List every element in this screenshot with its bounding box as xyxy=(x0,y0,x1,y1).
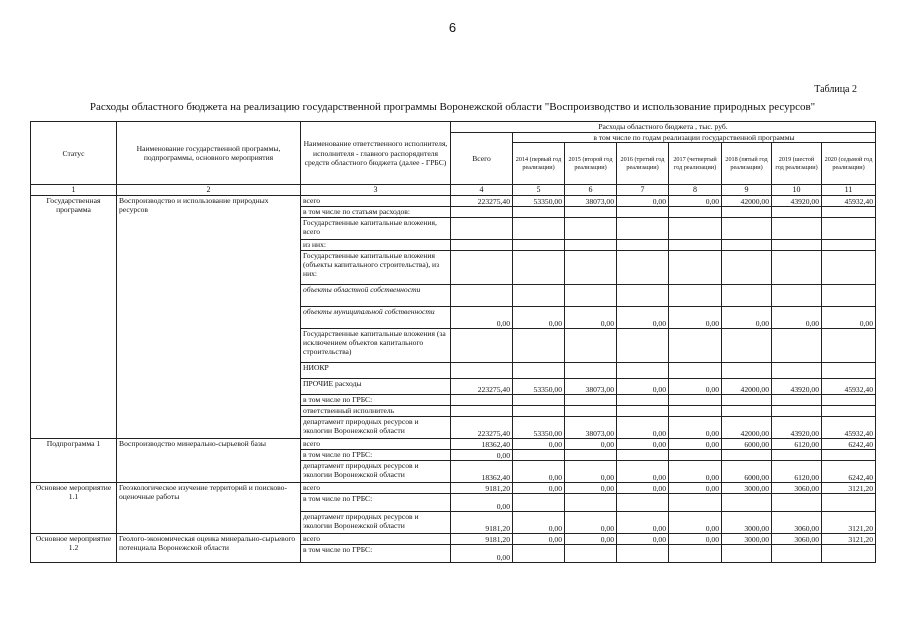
column-number-row xyxy=(31,185,876,196)
cell-year-value xyxy=(722,251,772,285)
cell-year-value: 6000,00 xyxy=(722,461,772,483)
cell-year-value xyxy=(822,251,876,285)
column-number: 6 xyxy=(565,185,617,196)
cell-year-value xyxy=(565,251,617,285)
cell-year-value: 0,00 xyxy=(617,417,669,439)
cell-total xyxy=(451,395,513,406)
cell-year-value xyxy=(772,450,822,461)
header-year-2020: 2020 (седьмой год реализации) xyxy=(822,143,876,185)
cell-year-value xyxy=(617,240,669,251)
cell-year-value xyxy=(669,207,722,218)
cell-total xyxy=(451,363,513,379)
cell-year-value: 0,00 xyxy=(565,534,617,545)
header-by-years: в том числе по годам реализации государственной программы xyxy=(513,133,876,143)
cell-year-value: 3060,00 xyxy=(772,534,822,545)
header-year-2017: 2017 (четвертый год реализации) xyxy=(669,143,722,185)
cell-year-value: 0,00 xyxy=(669,196,722,207)
cell-year-value xyxy=(513,329,565,363)
cell-year-value: 0,00 xyxy=(669,307,722,329)
cell-year-value xyxy=(513,395,565,406)
cell-year-value xyxy=(822,240,876,251)
document-title: Расходы областного бюджета на реализацию государственной программы Воронежской области "Воспроизводство и использование природных ресурсов" xyxy=(89,101,816,113)
cell-year-value xyxy=(513,406,565,417)
cell-year-value: 0,00 xyxy=(617,439,669,450)
row-status: Государственная программа xyxy=(31,196,117,439)
cell-year-value xyxy=(565,218,617,240)
cell-year-value: 45932,40 xyxy=(822,196,876,207)
cell-year-value: 0,00 xyxy=(669,483,722,494)
cell-year-value: 0,00 xyxy=(669,439,722,450)
cell-year-value: 3121,20 xyxy=(822,483,876,494)
row-label: Государственные капитальные вложения, всего xyxy=(301,218,451,240)
table-body xyxy=(31,196,876,563)
cell-year-value xyxy=(772,545,822,563)
cell-total xyxy=(451,240,513,251)
cell-year-value xyxy=(513,494,565,512)
page-number: 6 xyxy=(448,20,457,35)
header-year-2014: 2014 (первый год реализации) xyxy=(513,143,565,185)
row-label: департамент природных ресурсов и экологии Воронежской области xyxy=(301,417,451,439)
cell-year-value xyxy=(772,251,822,285)
cell-year-value xyxy=(722,363,772,379)
cell-year-value xyxy=(513,363,565,379)
cell-year-value xyxy=(513,545,565,563)
cell-year-value xyxy=(565,450,617,461)
cell-year-value xyxy=(772,329,822,363)
row-name: Геоэкологическое изучение территорий и поисково-оценочные работы xyxy=(117,483,301,534)
row-label: из них: xyxy=(301,240,451,251)
cell-year-value: 0,00 xyxy=(669,379,722,395)
cell-year-value: 0,00 xyxy=(513,534,565,545)
cell-year-value xyxy=(772,363,822,379)
table-row xyxy=(31,534,876,545)
cell-year-value xyxy=(617,329,669,363)
cell-year-value xyxy=(722,395,772,406)
cell-year-value xyxy=(722,218,772,240)
cell-total: 9181,20 xyxy=(451,512,513,534)
cell-year-value xyxy=(669,363,722,379)
row-name: Геолого-экономическая оценка минерально-сырьевого потенциала Воронежской области xyxy=(117,534,301,563)
cell-year-value xyxy=(669,251,722,285)
column-number: 1 xyxy=(31,185,117,196)
table-row xyxy=(31,439,876,450)
cell-year-value xyxy=(722,285,772,307)
cell-year-value xyxy=(513,240,565,251)
cell-year-value: 0,00 xyxy=(617,379,669,395)
cell-year-value: 0,00 xyxy=(822,307,876,329)
cell-total: 223275,40 xyxy=(451,379,513,395)
cell-year-value: 0,00 xyxy=(565,307,617,329)
cell-total xyxy=(451,207,513,218)
cell-year-value xyxy=(822,329,876,363)
cell-year-value: 0,00 xyxy=(617,512,669,534)
cell-year-value: 0,00 xyxy=(565,461,617,483)
table-row xyxy=(31,196,876,207)
cell-year-value xyxy=(772,285,822,307)
cell-total: 0,00 xyxy=(451,450,513,461)
header-total: Всего xyxy=(451,133,513,185)
row-label: объекты муниципальной собственности xyxy=(301,307,451,329)
cell-year-value xyxy=(513,207,565,218)
header-executor: Наименование ответственного исполнителя, исполнителя - главного распорядителя средств областного бюджета (далее - ГРБС) xyxy=(301,122,451,185)
cell-year-value xyxy=(565,395,617,406)
cell-year-value xyxy=(822,450,876,461)
cell-year-value: 6120,00 xyxy=(772,439,822,450)
cell-year-value xyxy=(669,545,722,563)
row-label: всего xyxy=(301,439,451,450)
cell-year-value: 0,00 xyxy=(669,417,722,439)
column-number: 8 xyxy=(669,185,722,196)
cell-year-value xyxy=(669,494,722,512)
cell-total xyxy=(451,218,513,240)
cell-year-value xyxy=(722,450,772,461)
row-label: Государственные капитальные вложения (за исключением объектов капитального строительства) xyxy=(301,329,451,363)
column-number: 11 xyxy=(822,185,876,196)
cell-year-value: 0,00 xyxy=(513,461,565,483)
row-label: в том числе по статьям расходов: xyxy=(301,207,451,218)
column-number: 7 xyxy=(617,185,669,196)
cell-total xyxy=(451,406,513,417)
row-label: НИОКР xyxy=(301,363,451,379)
cell-year-value: 43920,00 xyxy=(772,417,822,439)
cell-year-value: 6000,00 xyxy=(722,439,772,450)
cell-year-value: 0,00 xyxy=(565,483,617,494)
cell-year-value xyxy=(722,406,772,417)
row-label: всего xyxy=(301,483,451,494)
cell-year-value: 3060,00 xyxy=(772,483,822,494)
cell-total: 223275,40 xyxy=(451,417,513,439)
cell-year-value xyxy=(722,494,772,512)
cell-year-value xyxy=(822,494,876,512)
cell-year-value: 53350,00 xyxy=(513,196,565,207)
cell-year-value: 3060,00 xyxy=(772,512,822,534)
column-number: 9 xyxy=(722,185,772,196)
cell-year-value: 3121,20 xyxy=(822,512,876,534)
row-name: Воспроизводство и использование природных ресурсов xyxy=(117,196,301,439)
cell-year-value: 53350,00 xyxy=(513,379,565,395)
cell-total: 223275,40 xyxy=(451,196,513,207)
cell-year-value xyxy=(822,406,876,417)
cell-year-value: 0,00 xyxy=(772,307,822,329)
cell-total: 0,00 xyxy=(451,307,513,329)
cell-year-value: 0,00 xyxy=(617,196,669,207)
cell-year-value: 45932,40 xyxy=(822,379,876,395)
cell-year-value xyxy=(513,450,565,461)
cell-year-value xyxy=(669,285,722,307)
cell-year-value: 42000,00 xyxy=(722,379,772,395)
column-number: 2 xyxy=(117,185,301,196)
cell-year-value xyxy=(669,406,722,417)
cell-year-value: 3121,20 xyxy=(822,534,876,545)
cell-year-value: 0,00 xyxy=(669,534,722,545)
row-label: ответственный исполнитель xyxy=(301,406,451,417)
row-label: в том числе по ГРБС: xyxy=(301,545,451,563)
cell-total: 0,00 xyxy=(451,494,513,512)
cell-year-value: 0,00 xyxy=(617,307,669,329)
cell-total: 0,00 xyxy=(451,545,513,563)
cell-year-value: 3000,00 xyxy=(722,483,772,494)
cell-year-value xyxy=(822,545,876,563)
cell-year-value xyxy=(822,395,876,406)
cell-year-value: 43920,00 xyxy=(772,379,822,395)
cell-year-value: 42000,00 xyxy=(722,196,772,207)
cell-year-value: 45932,40 xyxy=(822,417,876,439)
cell-year-value xyxy=(565,494,617,512)
cell-year-value: 43920,00 xyxy=(772,196,822,207)
row-label: всего xyxy=(301,196,451,207)
cell-year-value xyxy=(822,363,876,379)
table-row xyxy=(31,483,876,494)
cell-year-value xyxy=(513,251,565,285)
header-year-2018: 2018 (пятый год реализации) xyxy=(722,143,772,185)
table-header xyxy=(31,122,876,196)
header-year-2015: 2015 (второй год реализации) xyxy=(565,143,617,185)
cell-year-value xyxy=(772,240,822,251)
cell-year-value xyxy=(772,207,822,218)
row-label: департамент природных ресурсов и экологии Воронежской области xyxy=(301,512,451,534)
cell-year-value: 0,00 xyxy=(513,307,565,329)
row-status: Основное мероприятие 1.1 xyxy=(31,483,117,534)
cell-year-value: 0,00 xyxy=(669,461,722,483)
row-label: всего xyxy=(301,534,451,545)
cell-year-value: 42000,00 xyxy=(722,417,772,439)
row-label: ПРОЧИЕ расходы xyxy=(301,379,451,395)
cell-year-value xyxy=(669,240,722,251)
cell-year-value xyxy=(565,406,617,417)
cell-year-value: 0,00 xyxy=(565,439,617,450)
column-number: 3 xyxy=(301,185,451,196)
cell-year-value: 0,00 xyxy=(513,439,565,450)
cell-total xyxy=(451,285,513,307)
row-label: в том числе по ГРБС: xyxy=(301,395,451,406)
cell-year-value: 0,00 xyxy=(513,512,565,534)
cell-year-value xyxy=(617,545,669,563)
column-number: 5 xyxy=(513,185,565,196)
cell-year-value xyxy=(565,545,617,563)
cell-year-value xyxy=(722,240,772,251)
cell-year-value: 3000,00 xyxy=(722,534,772,545)
cell-year-value: 6120,00 xyxy=(772,461,822,483)
cell-year-value xyxy=(565,240,617,251)
cell-year-value: 0,00 xyxy=(722,307,772,329)
cell-year-value xyxy=(565,329,617,363)
cell-total: 18362,40 xyxy=(451,439,513,450)
cell-year-value xyxy=(669,218,722,240)
cell-total xyxy=(451,251,513,285)
cell-total: 18362,40 xyxy=(451,461,513,483)
header-year-2016: 2016 (третий год реализации) xyxy=(617,143,669,185)
header-expenses-group: Расходы областного бюджета , тыс. руб. xyxy=(451,122,876,133)
cell-year-value xyxy=(565,363,617,379)
cell-year-value xyxy=(772,494,822,512)
cell-year-value: 0,00 xyxy=(617,483,669,494)
cell-year-value xyxy=(669,395,722,406)
cell-year-value xyxy=(822,285,876,307)
cell-year-value xyxy=(617,395,669,406)
row-status: Основное мероприятие 1.2 xyxy=(31,534,117,563)
cell-year-value xyxy=(669,329,722,363)
header-status: Статус xyxy=(31,122,117,185)
cell-year-value xyxy=(772,218,822,240)
cell-year-value xyxy=(617,406,669,417)
cell-year-value: 0,00 xyxy=(669,512,722,534)
cell-year-value xyxy=(722,207,772,218)
cell-year-value xyxy=(669,450,722,461)
cell-year-value: 3000,00 xyxy=(722,512,772,534)
row-label: департамент природных ресурсов и экологии Воронежской области xyxy=(301,461,451,483)
column-number: 10 xyxy=(772,185,822,196)
cell-year-value xyxy=(722,545,772,563)
cell-year-value xyxy=(565,207,617,218)
row-label: Государственные капитальные вложения (объекты капитального строительства), из них: xyxy=(301,251,451,285)
cell-year-value: 38073,00 xyxy=(565,417,617,439)
row-name: Воспроизводство минерально-сырьевой базы xyxy=(117,439,301,483)
cell-year-value xyxy=(822,207,876,218)
header-name: Наименование государственной программы, подпрограммы, основного мероприятия xyxy=(117,122,301,185)
cell-year-value xyxy=(617,251,669,285)
cell-year-value: 6242,40 xyxy=(822,461,876,483)
column-number: 4 xyxy=(451,185,513,196)
cell-year-value xyxy=(617,494,669,512)
cell-year-value xyxy=(772,406,822,417)
row-label: объекты областной собственности xyxy=(301,285,451,307)
cell-year-value: 38073,00 xyxy=(565,379,617,395)
row-status: Подпрограмма 1 xyxy=(31,439,117,483)
cell-year-value xyxy=(617,207,669,218)
row-label: в том числе по ГРБС: xyxy=(301,494,451,512)
cell-total: 9181,20 xyxy=(451,483,513,494)
cell-year-value xyxy=(617,450,669,461)
cell-year-value: 0,00 xyxy=(565,512,617,534)
cell-year-value xyxy=(565,285,617,307)
cell-year-value: 0,00 xyxy=(617,534,669,545)
cell-year-value: 6242,40 xyxy=(822,439,876,450)
cell-year-value xyxy=(617,363,669,379)
cell-year-value xyxy=(513,218,565,240)
row-label: в том числе по ГРБС: xyxy=(301,450,451,461)
cell-total: 9181,20 xyxy=(451,534,513,545)
cell-year-value xyxy=(617,218,669,240)
cell-year-value: 0,00 xyxy=(513,483,565,494)
cell-year-value xyxy=(513,285,565,307)
table-label: Таблица 2 xyxy=(814,84,857,95)
cell-year-value xyxy=(617,285,669,307)
header-year-2019: 2019 (шестой год реализации) xyxy=(772,143,822,185)
cell-total xyxy=(451,329,513,363)
cell-year-value: 53350,00 xyxy=(513,417,565,439)
cell-year-value xyxy=(772,395,822,406)
cell-year-value: 38073,00 xyxy=(565,196,617,207)
budget-table xyxy=(30,121,876,563)
cell-year-value xyxy=(722,329,772,363)
cell-year-value xyxy=(822,218,876,240)
cell-year-value: 0,00 xyxy=(617,461,669,483)
